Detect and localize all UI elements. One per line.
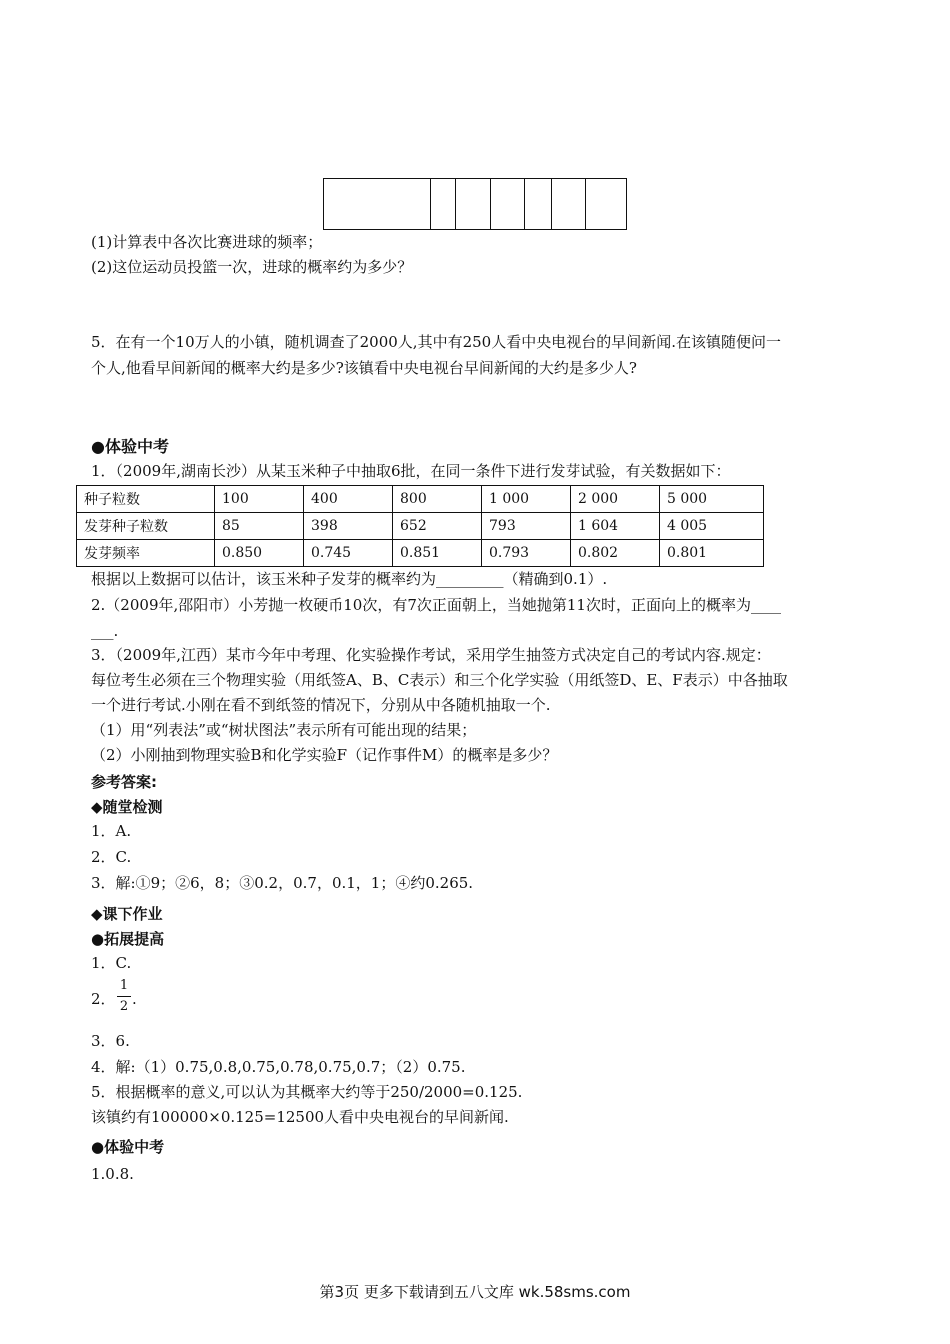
answer-extension-5-line1: 5．根据概率的意义,可以认为其概率大约等于250/2000=0.125. xyxy=(91,1083,523,1101)
table-cell: 1 000 xyxy=(482,486,571,513)
exam-q1-after: 根据以上数据可以估计，该玉米种子发芽的概率约为_________（精确到0.1）. xyxy=(91,570,608,588)
table-cell: 0.801 xyxy=(660,540,764,567)
exam-q2-line2: ___. xyxy=(91,622,119,640)
table-cell: 793 xyxy=(482,513,571,540)
exam-q3-line1: 3．（2009年,江西）某市今年中考理、化实验操作考试，采用学生抽签方式决定自己的考试内容.规定： xyxy=(91,646,771,664)
table-cell: 0.745 xyxy=(304,540,393,567)
problem5-line1: 5．在有一个10万人的小镇，随机调查了2000人,其中有250人看中央电视台的早间新闻.在该镇随便问一 xyxy=(91,333,781,351)
exam-answers-heading: ●体验中考 xyxy=(91,1138,165,1156)
seed-germination-table xyxy=(76,485,764,567)
fraction-denominator: 2 xyxy=(119,999,129,1014)
table-cell: 0.802 xyxy=(571,540,660,567)
table-row xyxy=(77,513,764,540)
table-cell: 100 xyxy=(215,486,304,513)
problem4-question1: (1)计算表中各次比赛进球的频率； xyxy=(91,233,323,251)
exam-q3-sub1: （1）用“列表法”或“树状图法”表示所有可能出现的结果； xyxy=(91,721,477,739)
table-cell xyxy=(586,179,627,230)
exam-q3-line2: 每位考生必须在三个物理实验（用纸签A、B、C表示）和三个化学实验（用纸签D、E、F表示）中各抽取 xyxy=(91,671,788,689)
table-cell: 2 000 xyxy=(571,486,660,513)
exam-q2-line1: 2.（2009年,邵阳市）小芳抛一枚硬币10次，有7次正面朝上，当她抛第11次时，正面向上的概率为____ xyxy=(91,596,781,614)
answer-extension-4: 4．解:（1）0.75,0.8,0.75,0.78,0.75,0.7；（2）0.75. xyxy=(91,1058,466,1076)
table-cell xyxy=(552,179,586,230)
table-cell: 0.850 xyxy=(215,540,304,567)
table-cell: 发芽频率 xyxy=(77,540,215,567)
exam-q3-line3: 一个进行考试.小刚在看不到纸签的情况下，分别从中各随机抽取一个. xyxy=(91,696,551,714)
table-cell: 5 000 xyxy=(660,486,764,513)
answer-extension-2-prefix: 2． xyxy=(91,990,116,1008)
answers-heading: 参考答案: xyxy=(91,773,157,791)
fraction-numerator: 1 xyxy=(119,978,129,993)
table-cell: 0.793 xyxy=(482,540,571,567)
extension-heading: ●拓展提高 xyxy=(91,930,165,948)
table-cell xyxy=(324,179,431,230)
exam-q1-intro: 1．（2009年,湖南长沙）从某玉米种子中抽取6批，在同一条件下进行发芽试验，有关数据如下： xyxy=(91,462,731,480)
homework-heading: ◆课下作业 xyxy=(91,905,163,923)
answer-extension-2-suffix: . xyxy=(132,990,137,1008)
problem4-question2: (2)这位运动员投篮一次，进球的概率约为多少？ xyxy=(91,258,413,276)
table-row xyxy=(324,179,627,230)
answer-classroom-1: 1．A. xyxy=(91,822,132,840)
table-row xyxy=(77,486,764,513)
table-cell: 400 xyxy=(304,486,393,513)
answer-classroom-2: 2．C. xyxy=(91,848,132,866)
problem5-line2: 个人,他看早间新闻的概率大约是多少?该镇看中央电视台早间新闻的大约是多少人? xyxy=(91,359,637,377)
table-cell xyxy=(491,179,525,230)
empty-table xyxy=(323,178,627,230)
table-cell: 4 005 xyxy=(660,513,764,540)
table-cell: 1 604 xyxy=(571,513,660,540)
answer-exam-1: 1.0.8. xyxy=(91,1165,134,1183)
table-cell: 85 xyxy=(215,513,304,540)
table-cell: 种子粒数 xyxy=(77,486,215,513)
answer-extension-5-line2: 该镇约有100000×0.125=12500人看中央电视台的早间新闻. xyxy=(91,1108,509,1126)
table-cell: 652 xyxy=(393,513,482,540)
fraction-bar xyxy=(117,996,131,997)
answer-extension-3: 3．6. xyxy=(91,1032,130,1050)
table-cell: 398 xyxy=(304,513,393,540)
answer-classroom-3: 3．解:①9；②6，8；③0.2，0.7，0.1，1；④约0.265. xyxy=(91,874,474,892)
table-cell: 0.851 xyxy=(393,540,482,567)
table-cell xyxy=(525,179,552,230)
table-cell xyxy=(456,179,491,230)
table-row xyxy=(77,540,764,567)
section-heading-exam: ●体验中考 xyxy=(91,437,169,456)
table-cell: 800 xyxy=(393,486,482,513)
exam-q3-sub2: （2）小刚抽到物理实验B和化学实验F（记作事件M）的概率是多少？ xyxy=(91,746,558,764)
fraction-one-half xyxy=(117,978,131,1015)
table-cell xyxy=(431,179,456,230)
classroom-check-heading: ◆随堂检测 xyxy=(91,798,163,816)
answer-extension-1: 1．C. xyxy=(91,954,132,972)
page-footer: 第3页 更多下载请到五八文库 wk.58sms.com xyxy=(319,1283,631,1301)
table-cell: 发芽种子粒数 xyxy=(77,513,215,540)
